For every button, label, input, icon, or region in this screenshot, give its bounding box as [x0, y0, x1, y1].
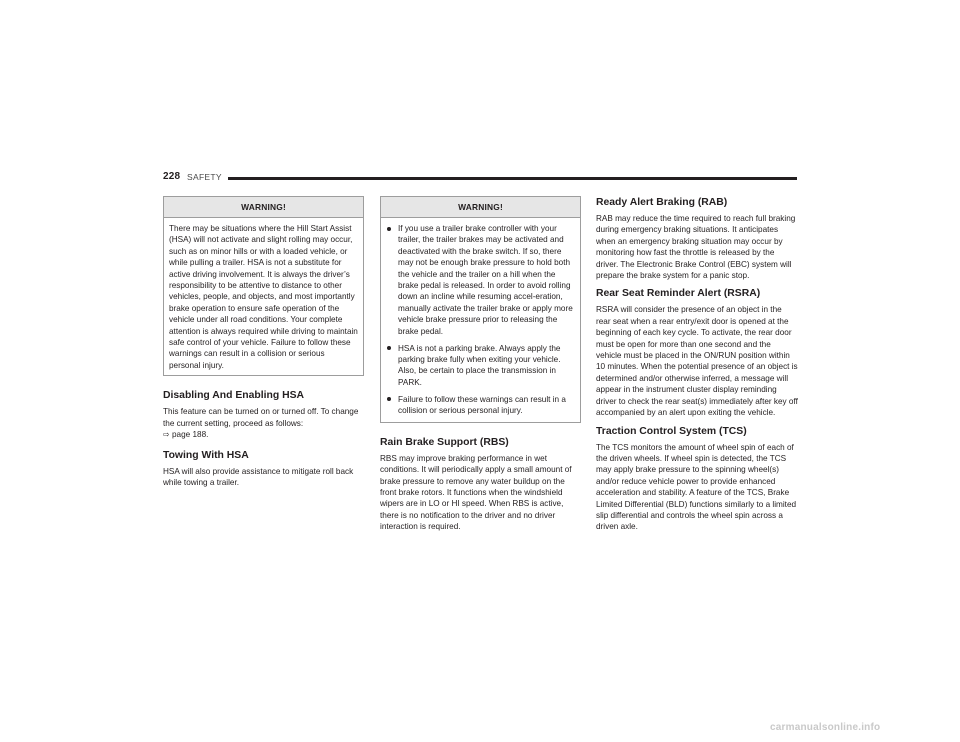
bullet-icon — [387, 346, 391, 350]
bullet-icon — [387, 227, 391, 231]
warning-bullet — [386, 223, 575, 337]
section-text-rsra: RSRA will consider the presence of an object in the rear seat when a rear entry/exit door is opened at the beginning of each key cycle. To activate, the rear door must be open for more than one second and the vehicle must be placed in the ON/RUN position within 10 minutes. When the potential presence of an object is determined and/or otherwise inferred, a message will appear in the instrument cluster display reminding driver to check the rear seat(s) immediately after key off accompanied by an alert upon exiting the vehicle. — [596, 305, 798, 418]
warning-bullet — [386, 343, 575, 389]
section-heading-towing-hsa: Towing With HSA — [163, 449, 249, 461]
column-3 — [596, 196, 798, 533]
header-rule — [228, 177, 797, 180]
page-header — [163, 171, 797, 187]
bullet-icon — [387, 397, 391, 401]
section-text-disabling-hsa — [163, 406, 364, 440]
warning-title: WARNING! — [164, 197, 363, 218]
section-title: SAFETY — [187, 172, 222, 182]
warning-text: There may be situations where the Hill Start Assist (HSA) will not activate and slight rolling may occur, such as on minor hills or with a loaded vehicle, or while pulling a trailer. HSA is not a substitute for active driving involvement. It is always the driver’s responsibility to be attentive to distance to other vehicles, people, and objects, and most importantly brake operation to ensure safe operation of the vehicle under all road conditions. Your complete attention is always required while driving to maintain safe control of your vehicle. Failure to follow these warnings can result in a collision or serious personal injury. — [169, 224, 358, 370]
watermark: carmanualsonline.info — [770, 722, 881, 733]
warning-body — [381, 218, 580, 422]
section-heading-rab: Ready Alert Braking (RAB) — [596, 197, 728, 208]
section-text-tcs: The TCS monitors the amount of wheel spin of each of the driven wheels. If wheel spin is detected, the TCS may apply brake pressure to the spinning wheel(s) and/or reduce vehicle power to provide enhanced acceleration and stability. A feature of the TCS, Brake Limited Differential (BLD) functions similarly to a limited slip differential and controls the wheel spin across a driven axle. — [596, 442, 797, 532]
warning-bullet — [386, 394, 575, 417]
page-number: 228 — [163, 171, 181, 182]
section-heading-tcs: Traction Control System (TCS) — [596, 425, 747, 437]
column-2 — [380, 196, 581, 533]
bullet-text: HSA is not a parking brake. Always apply the parking brake fully when exiting your vehicle. Also, be certain to place the transmission in PARK. — [398, 343, 561, 387]
section-text-rbs: RBS may improve braking performance in wet conditions. It will periodically apply a small amount of brake pressure to remove any water buildup on the front brake rotors. It functions when the windshield wipers are in LO or HI speed. When RBS is active, there is no notification to the driver and no driver interaction is required. — [380, 453, 572, 532]
section-heading-disabling-hsa: Disabling And Enabling HSA — [163, 390, 305, 402]
section-heading-rsra: Rear Seat Reminder Alert (RSRA) — [596, 288, 761, 300]
section-text-towing-hsa: HSA will also provide assistance to mitigate roll back while towing a trailer. — [163, 466, 354, 487]
bullet-text: If you use a trailer brake controller with your trailer, the trailer brakes may be activated and deactivated with the brake switch. If so, there may not be enough brake pressure to hold both the vehicle and the trailer on a hill when the brake pedal is released. In order to avoid rolling down an incline while resuming accel-eration, manually activate the trailer brake or apply more vehicle brake pressure prior to releasing the brake pedal. — [398, 224, 573, 336]
section-text-rab: RAB may reduce the time required to reach full braking during emergency braking situations. It anticipates when an emergency braking situation may occur by monitoring how fast the throttle is released by the driver. The Electronic Brake Control (EBC) system will prepare the brake system for a panic stop. — [596, 214, 796, 281]
page-reference-link[interactable]: page 188. — [171, 430, 209, 440]
page-reference-arrow-icon: ⇨ — [163, 430, 170, 440]
trailer-warning-box — [380, 196, 581, 423]
warning-title: WARNING! — [381, 197, 580, 218]
warning-bullet-list — [386, 223, 575, 417]
hsa-warning-box — [163, 196, 364, 376]
bullet-text: Failure to follow these warnings can result in a collision or serious personal injury. — [398, 394, 566, 416]
section-body: This feature can be turned on or turned off. To change the current setting, proceed as follows: — [163, 407, 359, 428]
column-1 — [163, 196, 364, 488]
section-heading-rbs: Rain Brake Support (RBS) — [380, 436, 509, 448]
